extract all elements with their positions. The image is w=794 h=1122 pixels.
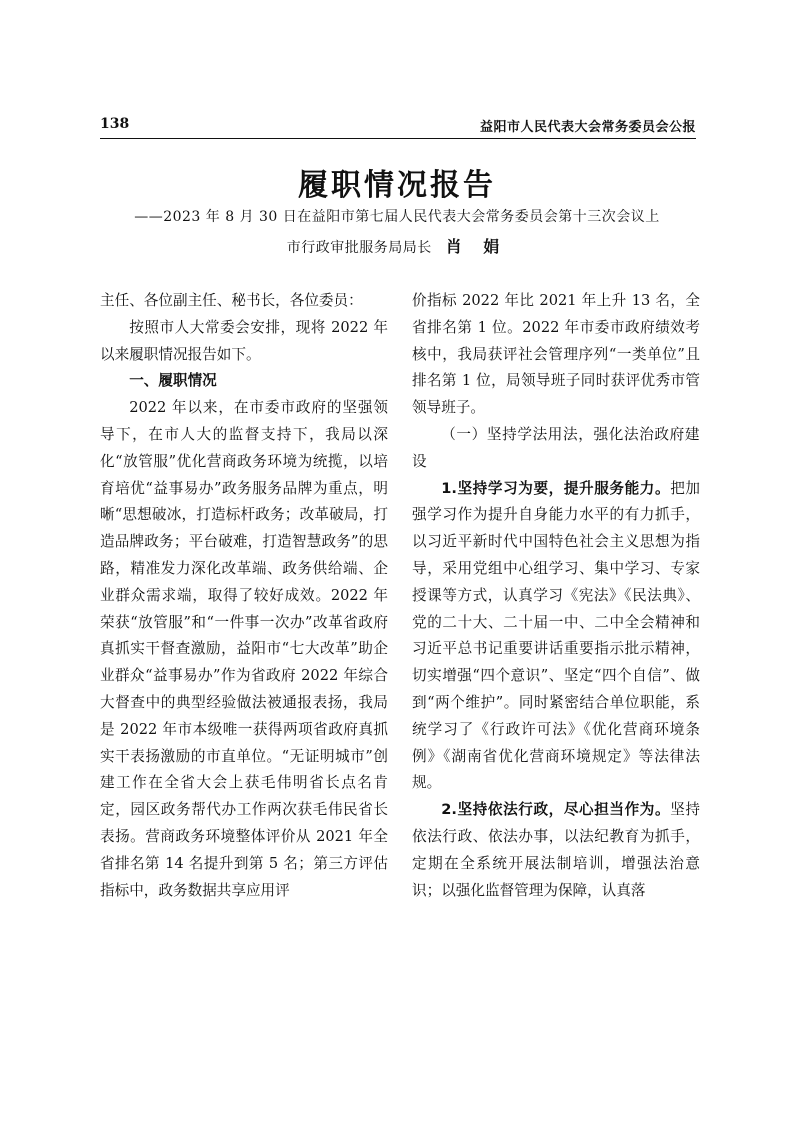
item-text: 坚持依法行政、依法办事，以法纪教育为抓手，定期在全系统开展法制培训，增强法治意识；以强化监督管理为保障，认真落 xyxy=(412,801,700,899)
page-header xyxy=(100,116,696,138)
page-number: 138 xyxy=(100,116,130,132)
author-name: 肖 娟 xyxy=(445,237,508,256)
right-column xyxy=(412,288,700,904)
item-paragraph xyxy=(412,797,700,904)
author-position: 市行政审批服务局局长 xyxy=(286,240,432,256)
intro-paragraph: 按照市人大常委会安排，现将 2022 年以来履职情况报告如下。 xyxy=(100,318,388,363)
section-heading: 一、履职情况 xyxy=(129,372,217,390)
report-subtitle: ——2023 年 8 月 30 日在益阳市第七届人民代表大会常务委员会第十三次会议上 xyxy=(134,209,660,225)
subsection-heading: （一）坚持学法用法，强化法治政府建设 xyxy=(412,425,700,470)
report-title: 履职情况报告 xyxy=(298,168,496,203)
item-text: 把加强学习作为提升自身能力水平的有力抓手，以习近平新时代中国特色社会主义思想为指导，采用党组中心组学习、集中学习、专家授课等方式，认真学习《宪法》《民法典》、党的二十大、二十届一中、二中全会精神和习近平总书记重要讲话重要指示批示精神，切实增强“四个意识”、坚定“四个自信”、做到“两个维护”。同时紧密结合单位职能，系统学习了《行政许可法》《优化营商环境条例》《湖南省优化营商环境规定》等法律法规。 xyxy=(412,479,700,792)
body-paragraph-continued: 价指标 2022 年比 2021 年上升 13 名，全省排名第 1 位。2022 年市委市政府绩效考核中，我局获评社会管理序列“一类单位”且排名第 1 位，局领导班子同时获评优秀市管领导班子。 xyxy=(412,292,700,417)
item-lead: 1.坚持学习为要，提升服务能力。 xyxy=(441,479,671,497)
body-paragraph: 2022 年以来，在市委市政府的坚强领导下，在市人大的监督支持下，我局以深化“放管服”优化营商政务环境为统揽，以培育培优“益事易办”政务服务品牌为重点，明晰“思想破冰，打造标杆政务；改革破局，打造品牌政务；平台破难，打造智慧政务”的思路，精准发力深化改革端、政务供给端、企业群众需求端，取得了较好成效。2022 年荣获“放管服”和“一件事一次办”改革省政府真抓实干督查激励，益阳市“七大改革”助企业群众“益事易办”作为省政府 2022 年综合大督查中的典型经验做法被通报表扬，我局是 2022 年市本级唯一获得两项省政府真抓实干表扬激励的市直单位。“无证明城市”创建工作在全省大会上获毛伟明省长点名肯定，园区政务帮代办工作两次获毛伟民省长表扬。营商政务环境整体评价从 2021 年全省排名第 14 名提升到第 5 名；第三方评估指标中，政务数据共享应用评 xyxy=(100,399,388,899)
salutation: 主任、各位副主任、秘书长，各位委员： xyxy=(100,292,363,309)
report-byline xyxy=(0,234,794,257)
left-column xyxy=(100,288,388,904)
header-divider xyxy=(100,138,696,139)
item-lead: 2.坚持依法行政，尽心担当作为。 xyxy=(441,801,671,819)
journal-name: 益阳市人民代表大会常务委员会公报 xyxy=(479,120,696,135)
item-paragraph xyxy=(412,476,700,798)
